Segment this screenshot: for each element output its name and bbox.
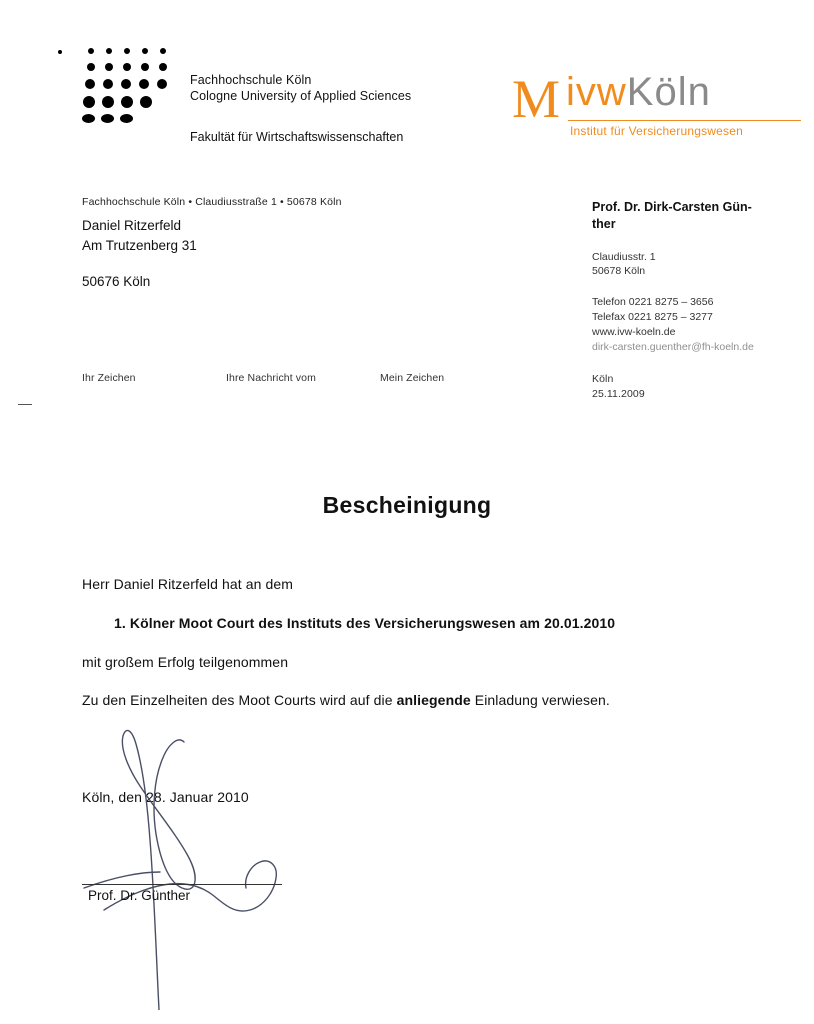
institute-subtitle: Institut für Versicherungswesen: [570, 124, 743, 138]
university-name: [190, 72, 411, 104]
letter-place: Köln: [592, 373, 614, 385]
body-paragraph-2-event: 1. Kölner Moot Court des Instituts des Versicherungswesen am 20.01.2010: [114, 615, 616, 631]
institute-name-koeln: Köln: [626, 70, 711, 114]
body-paragraph-4-pre: Zu den Einzelheiten des Moot Courts wird auf die: [82, 692, 397, 708]
letter-date: 25.11.2009: [592, 388, 645, 400]
faculty-name: Fakultät für Wirtschaftswissenschaften: [190, 130, 404, 144]
handwritten-signature-icon: [64, 710, 324, 1010]
recipient-name: Daniel Ritzerfeld: [82, 218, 182, 233]
contact-block: [592, 199, 802, 355]
body-paragraph-4-bold: anliegende: [396, 692, 471, 708]
institute-name-ivw: ivw: [566, 70, 627, 114]
body-paragraph-4: [82, 692, 610, 708]
contact-person-name-line2: ther: [592, 217, 616, 231]
institute-name: [566, 70, 711, 114]
contact-city: 50678 Köln: [592, 265, 646, 277]
my-sign-label: Mein Zeichen: [380, 372, 445, 384]
body-paragraph-1: Herr Daniel Ritzerfeld hat an dem: [82, 576, 294, 592]
institute-divider: [568, 120, 801, 121]
signature-name: Prof. Dr. Günther: [88, 888, 191, 903]
your-message-date-label: Ihre Nachricht vom: [226, 372, 316, 384]
letterhead: [0, 0, 814, 170]
contact-email[interactable]: dirk-carsten.guenther@fh-koeln.de: [592, 341, 754, 353]
recipient-city: 50676 Köln: [82, 274, 151, 289]
contact-person-name-line1: Prof. Dr. Dirk-Carsten Gün-: [592, 200, 752, 214]
university-name-de: Fachhochschule Köln: [190, 73, 312, 87]
dot-matrix-logo-icon: [58, 48, 170, 123]
contact-communication: [592, 295, 802, 355]
institute-mark-icon: M: [512, 69, 561, 129]
letter-place-date: [592, 372, 645, 402]
university-name-en: Cologne University of Applied Sciences: [190, 89, 412, 103]
contact-website[interactable]: www.ivw-koeln.de: [592, 326, 676, 338]
contact-street: Claudiusstr. 1: [592, 251, 656, 263]
your-sign-label: Ihr Zeichen: [82, 372, 136, 384]
body-paragraph-4-post: Einladung verwiesen.: [470, 692, 610, 708]
page-title: Bescheinigung: [322, 492, 492, 518]
institute-logo: [512, 70, 802, 150]
recipient-address: [82, 216, 197, 292]
contact-person-name: [592, 199, 802, 233]
contact-phone: Telefon 0221 8275 – 3656: [592, 296, 714, 308]
sender-address-line: Fachhochschule Köln • Claudiusstraße 1 • 50678 Köln: [82, 196, 342, 208]
recipient-street: Am Trutzenberg 31: [82, 238, 197, 253]
signature-line: [82, 884, 282, 885]
fold-mark: [18, 404, 32, 405]
body-paragraph-3: mit großem Erfolg teilgenommen: [82, 654, 289, 670]
contact-fax: Telefax 0221 8275 – 3277: [592, 311, 713, 323]
closing-place-date: Köln, den 28. Januar 2010: [82, 789, 249, 805]
contact-address: [592, 250, 802, 278]
